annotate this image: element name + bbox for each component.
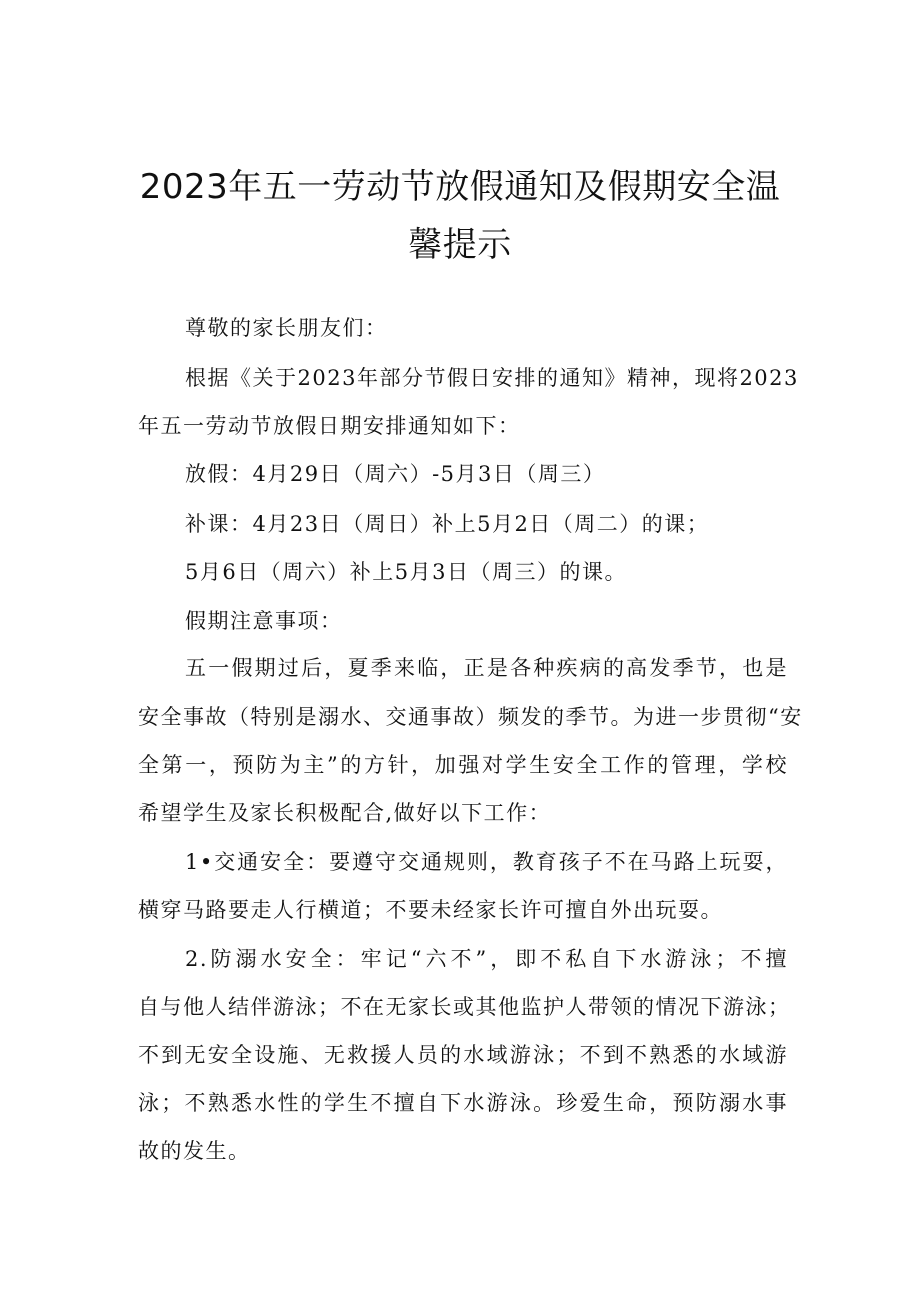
intro-line-2: 年五一劳动节放假日期安排通知如下： xyxy=(138,414,521,438)
item-2-line-3: 不到无安全设施、无救援人员的水域游泳；不到不熟悉的水域游 xyxy=(138,1043,788,1067)
paragraph-1-line-2: 安全事故（特别是溺水、交通事故）频发的季节。为进一步贯彻“安 xyxy=(138,705,803,729)
item-2-line-5: 故的发生。 xyxy=(138,1139,251,1163)
notice-heading: 假期注意事项： xyxy=(185,609,343,633)
paragraph-1-line-3: 全第一，预防为主”的方针，加强对学生安全工作的管理，学校 xyxy=(138,753,788,777)
item-1-line-2: 横穿马路要走人行横道；不要未经家长许可擅自外出玩耍。 xyxy=(138,898,723,922)
item-2-line-4: 泳；不熟悉水性的学生不擅自下水游泳。珍爱生命，预防溺水事 xyxy=(138,1091,788,1115)
makeup-class-1: 补课：4月23日（周日）补上5月2日（周二）的课； xyxy=(185,512,710,536)
item-1-line-1: 1•交通安全：要遵守交通规则，教育孩子不在马路上玩耍， xyxy=(185,850,788,874)
holiday-dates: 放假：4月29日（周六）-5月3日（周三） xyxy=(185,462,606,486)
greeting: 尊敬的家长朋友们： xyxy=(185,316,388,340)
makeup-class-2: 5月6日（周六）补上5月3日（周三）的课。 xyxy=(185,560,627,584)
item-2-line-2: 自与他人结伴游泳；不在无家长或其他监护人带领的情况下游泳； xyxy=(138,995,791,1019)
intro-line-1: 根据《关于2023年部分节假日安排的通知》精神，现将2023 xyxy=(185,366,799,390)
paragraph-1-line-1: 五一假期过后，夏季来临，正是各种疾病的高发季节，也是 xyxy=(185,656,788,680)
paragraph-1-line-4: 希望学生及家长积极配合,做好以下工作： xyxy=(138,801,552,825)
document-title xyxy=(100,158,820,274)
title-line-1: 2023年五一劳动节放假通知及假期安全温 xyxy=(139,167,781,207)
item-2-line-1: 2.防溺水安全：牢记“六不”，即不私自下水游泳；不擅 xyxy=(185,947,788,971)
title-line-2: 馨提示 xyxy=(408,225,512,265)
